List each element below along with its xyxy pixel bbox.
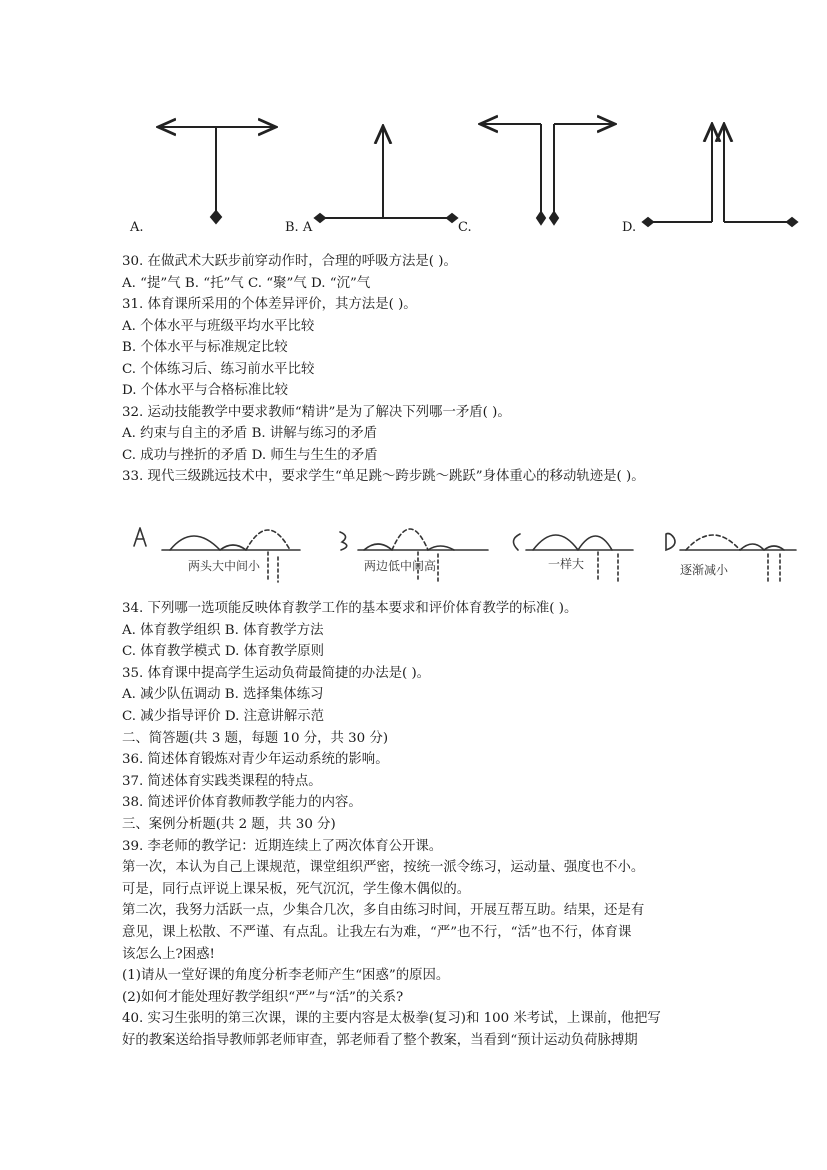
text-line: 33. 现代三级跳远技术中，要求学生“单足跳～跨步跳～跳跃”身体重心的移动轨迹是( )。: [122, 469, 645, 484]
text-line: 35. 体育课中提高学生运动负荷最简捷的办法是( )。: [122, 665, 431, 681]
text-line: A. 个体水平与班级平均水平比较: [122, 318, 315, 334]
text-line: 32. 运动技能教学中要求教师“精讲”是为了解决下列哪一矛盾( )。: [122, 404, 511, 420]
option-b-diagram: [315, 128, 457, 222]
text-line: (2)如何才能处理好教学组织“严”与“活”的关系?: [122, 989, 404, 1005]
text-line: C. 个体练习后、练习前水平比较: [122, 361, 315, 377]
option-a-diagram: [160, 127, 274, 223]
text-line: A. 减少队伍调动 B. 选择集体练习: [122, 687, 324, 703]
text-line: D. 个体水平与合格标准比较: [122, 383, 289, 398]
option-b-note: 两边低中间高: [364, 559, 437, 573]
text-line: 34. 下列哪一选项能反映体育教学工作的基本要求和评价体育教学的标准( )。: [122, 601, 578, 616]
figure-a-label-c: C.: [458, 220, 472, 235]
text-line: (1)请从一堂好课的角度分析李老师产生“困惑”的原因。: [122, 968, 450, 984]
text-line: 30. 在做武术大跃步前穿动作时，合理的呼吸方法是( )。: [122, 254, 457, 269]
section-heading: 三、案例分析题(共 2 题，共 30 分): [122, 817, 336, 832]
option-a-sketch: [134, 528, 300, 582]
option-c-note: 一样大: [548, 557, 585, 571]
option-a-note: 两头大中间小: [188, 559, 261, 573]
figure-a-label-a: A.: [130, 220, 144, 235]
text-line: B. 个体水平与标准规定比较: [122, 340, 288, 355]
text-line: 40. 实习生张明的第三次课，课的主要内容是太极拳(复习)和 100 米考试，上课前，他把写: [122, 1011, 661, 1027]
text-line: 第二次，我努力活跃一点，少集合几次，多自由练习时间，开展互帮互助。结果，还是有: [122, 903, 645, 919]
text-line: 38. 简述评价体育教师教学能力的内容。: [122, 795, 362, 811]
option-b-sketch: [340, 529, 488, 582]
text-line: 36. 简述体育锻炼对青少年运动系统的影响。: [122, 752, 389, 768]
text-line: C. 成功与挫折的矛盾 D. 师生与生生的矛盾: [122, 447, 378, 463]
section-heading: 二、简答题(共 3 题，每题 10 分，共 30 分): [122, 730, 389, 746]
text-line: C. 减少指导评价 D. 注意讲解示范: [122, 709, 324, 724]
text-line: A. 约束与自主的矛盾 B. 讲解与练习的矛盾: [122, 426, 378, 441]
figure-a-label-b: B. A: [285, 220, 313, 235]
option-d-note: 逐渐减小: [680, 563, 729, 577]
text-line: 好的教案送给指导教师郭老师审查，郭老师看了整个教案，当看到“预计运动负荷脉搏期: [122, 1033, 638, 1048]
text-line: 可是，同行点评说上课呆板，死气沉沉，学生像木偶似的。: [122, 881, 471, 897]
text-line: 意见，课上松散、不严谨、有点乱。让我左右为难，“严”也不行，“活”也不行，体育课: [122, 925, 632, 940]
trajectory-figure: [128, 512, 798, 587]
text-line: 31. 体育课所采用的个体差异评价，其方法是( )。: [122, 297, 417, 312]
figure-a-label-d: D.: [622, 220, 637, 235]
text-line: C. 体育教学模式 D. 体育教学原则: [122, 644, 324, 660]
text-line: 37. 简述体育实践类课程的特点。: [122, 773, 322, 789]
text-line: 该怎么上?困惑!: [122, 946, 215, 962]
option-c-diagram: [482, 124, 613, 224]
option-d-diagram: [643, 126, 797, 226]
text-line: 第一次，本认为自己上课规范，课堂组织严密，按统一派令练习，运动量、强度也不小。: [122, 860, 645, 876]
text-line: A. “提”气 B. “托”气 C. “聚”气 D. “沉”气: [122, 275, 371, 291]
text-line: 39. 李老师的教学记：近期连续上了两次体育公开课。: [122, 838, 443, 854]
text-line: A. 体育教学组织 B. 体育教学方法: [122, 622, 324, 638]
